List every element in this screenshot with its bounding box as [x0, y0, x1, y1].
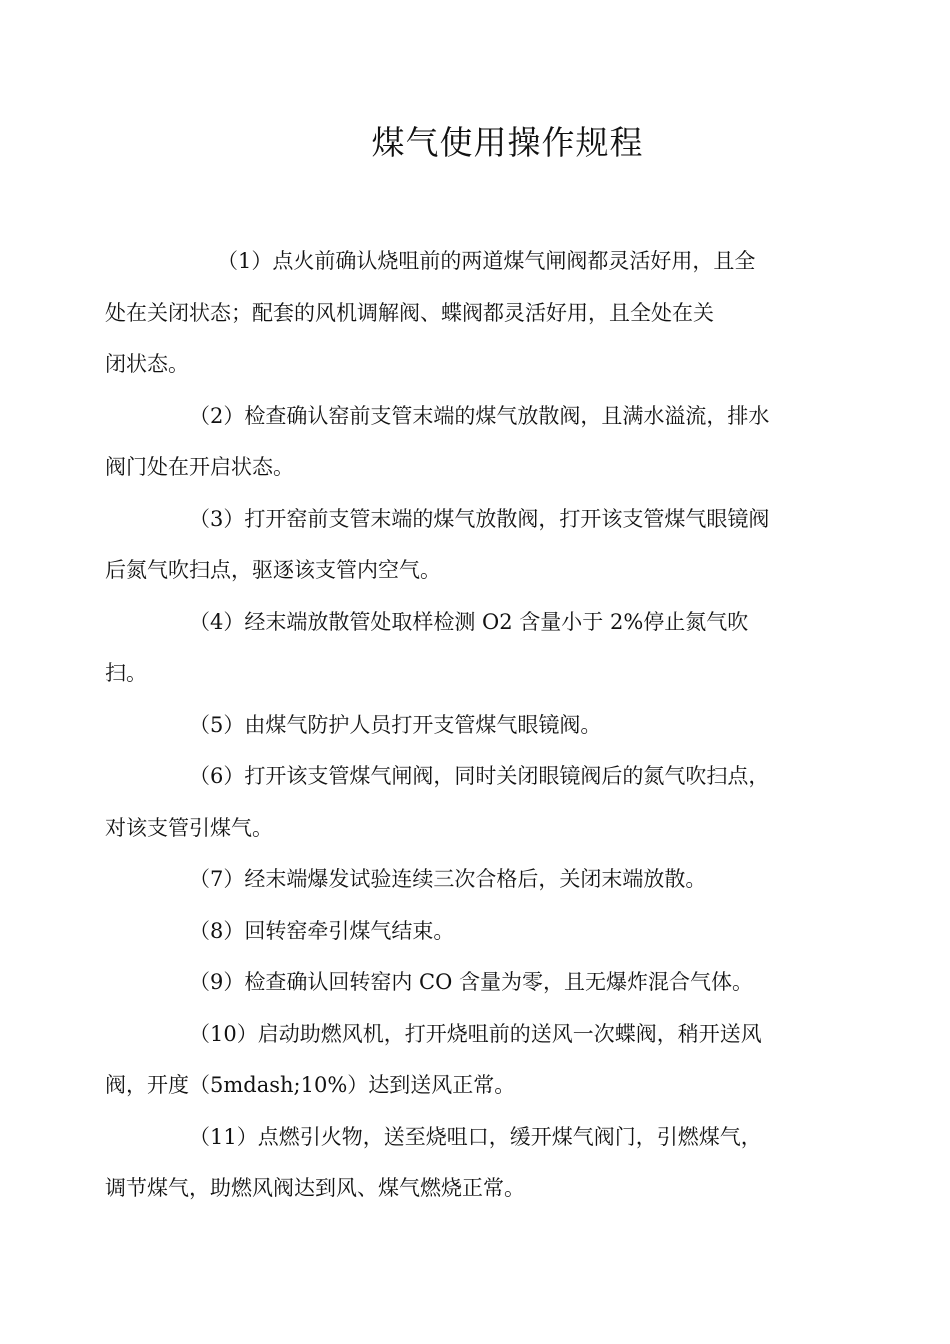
paragraph-1	[105, 236, 813, 391]
paragraph-line: （3）打开窑前支管末端的煤气放散阀，打开该支管煤气眼镜阀	[189, 506, 770, 531]
document-body	[105, 236, 813, 1215]
paragraph-line: （10）启动助燃风机，打开烧咀前的送风一次蝶阀，稍开送风	[189, 1021, 762, 1046]
paragraph-6	[105, 751, 813, 854]
paragraph-line: 调节煤气，助燃风阀达到风、煤气燃烧正常。	[105, 1176, 525, 1200]
paragraph-line: （9）检查确认回转窑内 CO 含量为零，且无爆炸混合气体。	[189, 970, 753, 994]
paragraph-line: （11）点燃引火物，送至烧咀口，缓开煤气阀门，引燃煤气，	[189, 1124, 762, 1149]
paragraph-line: 阀门处在开启状态。	[105, 455, 294, 479]
paragraph-7	[147, 854, 813, 906]
paragraph-line: 后氮气吹扫点，驱逐该支管内空气。	[105, 558, 441, 582]
paragraph-line: 扫。	[105, 661, 147, 685]
paragraph-9	[147, 957, 813, 1009]
paragraph-line: （7）经末端爆发试验连续三次合格后，关闭末端放散。	[189, 867, 707, 891]
paragraph-line: 处在关闭状态；配套的风机调解阀、蝶阀都灵活好用，且全处在关	[105, 300, 714, 325]
paragraph-4	[105, 597, 813, 700]
paragraph-3	[105, 494, 813, 597]
paragraph-line: （5）由煤气防护人员打开支管煤气眼镜阀。	[189, 712, 602, 737]
paragraph-10	[105, 1009, 813, 1112]
paragraph-line: （8）回转窑牵引煤气结束。	[189, 918, 455, 943]
paragraph-line: 对该支管引煤气。	[105, 815, 273, 840]
paragraph-line: （2）检查确认窑前支管末端的煤气放散阀，且满水溢流，排水	[189, 403, 770, 428]
paragraph-line: （6）打开该支管煤气闸阀，同时关闭眼镜阀后的氮气吹扫点，	[189, 764, 770, 788]
paragraph-line: 闭状态。	[105, 352, 189, 376]
paragraph-11	[105, 1112, 813, 1215]
paragraph-8	[147, 906, 813, 958]
paragraph-5	[147, 700, 813, 752]
document-title: 煤气使用操作规程	[371, 123, 644, 162]
paragraph-line: 阀，开度（5mdash;10%）达到送风正常。	[105, 1073, 516, 1097]
paragraph-line: （4）经末端放散管处取样检测 O2 含量小于 2%停止氮气吹	[189, 609, 749, 634]
paragraph-line: （1）点火前确认烧咀前的两道煤气闸阀都灵活好用，且全	[217, 249, 756, 273]
paragraph-2	[105, 391, 813, 494]
